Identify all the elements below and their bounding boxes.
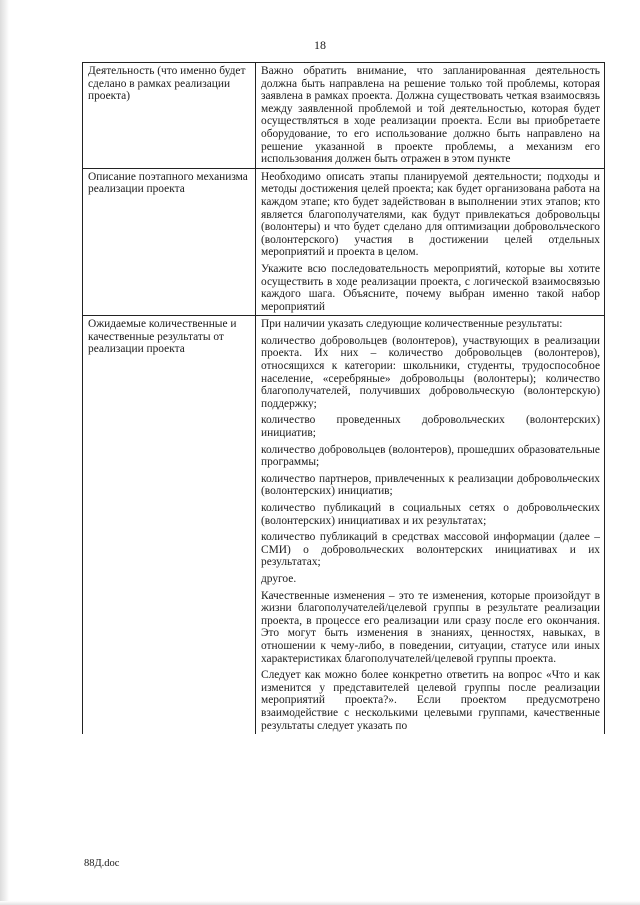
row-description [256, 168, 605, 316]
row-description [256, 316, 605, 734]
table-row-activity [83, 63, 605, 169]
page-number: 18 [314, 38, 326, 52]
paragraph: Следует как можно более конкретно ответить на вопрос «Что и как изменится у представителей целевой группы после реализации мероприятий проекта?». Если проектом предусмотрено взаимодействие с несколькими целевыми группами, качественные результаты следует указать по [261, 669, 600, 732]
scan-edge-bottom [0, 901, 640, 905]
paragraph: другое. [261, 572, 297, 585]
requirements-table [82, 62, 605, 734]
row-label: Деятельность (что именно будет сделано в рамках реализации проекта) [83, 63, 256, 169]
row-description [256, 63, 605, 169]
table-row-mechanism [83, 168, 605, 316]
paragraph: Качественные изменения – это те изменения, которые произойдут в жизни благополучателей/целевой группы в результате реализации проекта, в процессе его реализации или сразу после его окончания. Это могут быть изменения в знаниях, ценностях, навыках, в отношении к чему-либо, в поведении, ситуации, статусе или иных характеристиках благополучателей/целевой группы проекта. [261, 589, 600, 665]
row-label: Описание поэтапного механизма реализации проекта [83, 168, 256, 316]
paragraph: количество проведенных добровольческих (волонтерских) инициатив; [261, 414, 600, 440]
paragraph: количество публикаций в средствах массовой информации (далее – СМИ) о добровольческих волонтерских инициативах и их результатах; [261, 531, 600, 569]
paragraph: количество добровольцев (волонтеров), участвующих в реализации проекта. Их них – количество добровольцев (волонтеров), относящихся к категории: школьники, студенты, трудоспособное население, «серебряные» добровольцы (волонтеры); количество благополучателей, получивших добровольческую (волонтерскую) поддержку; [261, 334, 600, 410]
paragraph: количество добровольцев (волонтеров), прошедших образовательные программы; [261, 443, 600, 469]
paragraph: Необходимо описать этапы планируемой деятельности; подходы и методы достижения целей проекта; как будет организована работа на каждом этапе; кто будет задействован в выполнении этих этапов; кто является благополучателями, как будут привлекаться добровольцы (волонтеры) и что будет сделано для оптимизации добровольческого (волонтерского) участия в достижении целей отдельных мероприятий и проекта в целом. [261, 170, 600, 259]
paragraph: При наличии указать следующие количественные результаты: [261, 318, 563, 331]
row-label: Ожидаемые количественные и качественные результаты от реализации проекта [83, 316, 256, 734]
scan-edge [0, 0, 9, 905]
table-row-results [83, 316, 605, 734]
paragraph: количество партнеров, привлеченных к реализации добровольческих (волонтерских) инициатив; [261, 472, 600, 498]
paragraph: Укажите всю последовательность мероприятий, которые вы хотите осуществить в ходе реализации проекта, с логической взаимосвязью каждого шага. Объясните, почему выбран именно такой набор мероприятий [261, 262, 600, 313]
document-filename: 88Д.doc [84, 858, 120, 869]
paragraph: Важно обратить внимание, что запланированная деятельность должна быть направлена на решение только той проблемы, которая заявлена в рамках проекта. Должна существовать четкая взаимосвязь между заявленной проблемой и той деятельностью, которая будет осуществляться в ходе реализации проекта. Если вы приобретаете оборудование, то его использование должно быть направлено на решение указанной в проекте проблемы, а механизм его использования должен быть отражен в этом пункте [261, 65, 600, 166]
paragraph: количество публикаций в социальных сетях о добровольческих (волонтерских) инициативах и их результатах; [261, 502, 600, 527]
